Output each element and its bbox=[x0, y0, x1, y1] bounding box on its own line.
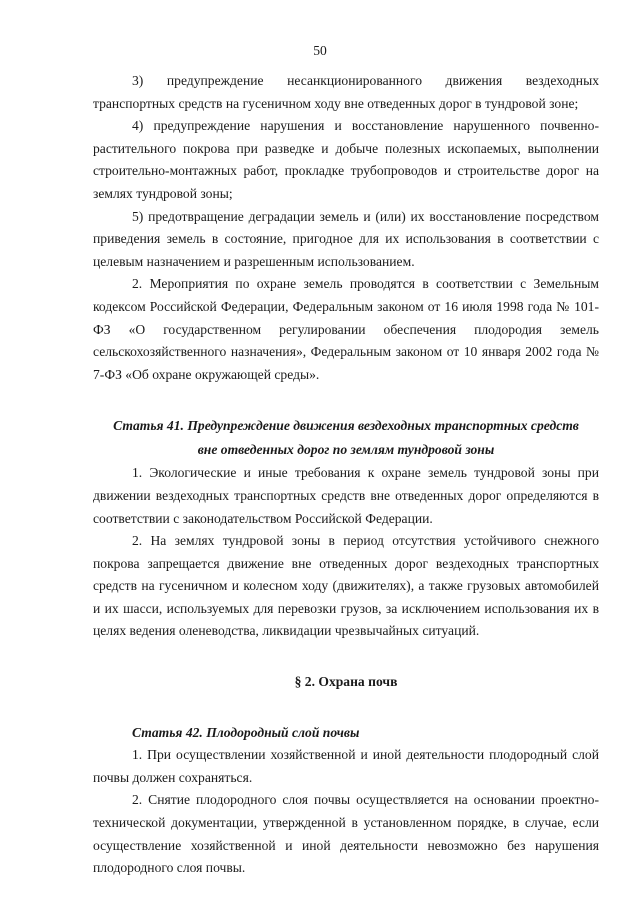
paragraph-item-3: 3) предупреждение несанкционированного движения вездеходных транспортных средств на гусеничном ходу вне отведенных дорог в тундровой зоне; bbox=[93, 73, 599, 111]
article-41-heading-line1: Статья 41. Предупреждение движения вездеходных транспортных средств bbox=[113, 418, 579, 434]
article-41-paragraph-1: 1. Экологические и иные требования к охране земель тундровой зоны при движении вездеходных транспортных средств вне отведенных дорог определяются в соответствии с законодательством Российской Федерации. bbox=[93, 465, 599, 526]
page-number: 50 bbox=[313, 43, 327, 58]
paragraph-item-4: 4) предупреждение нарушения и восстановление нарушенного почвенно-растительного покрова при разведке и добыче полезных ископаемых, выполнении строительно-монтажных работ, прокладке трубопроводов и строительстве дорог на землях тундровой зоны; bbox=[93, 118, 599, 201]
spacer bbox=[93, 386, 599, 414]
section-2-heading: § 2. Охрана почв bbox=[294, 674, 398, 690]
spacer bbox=[93, 643, 599, 671]
article-42-heading: Статья 42. Плодородный слой почвы bbox=[132, 724, 360, 740]
article-42-paragraph-2: 2. Снятие плодородного слоя почвы осуществляется на основании проектно-технической документации, утвержденной в установленном порядке, в случае, если осуществление хозяйственной и иной деятельности невозможно без нарушения плодородного слоя почвы. bbox=[93, 792, 599, 876]
article-41-paragraph-2: 2. На землях тундровой зоны в период отсутствия устойчивого снежного покрова запрещается движение вне отведенных дорог вездеходных транспортных средств на гусеничном и колесном ходу (движителях), а также грузовых автомобилей и их шасси, используемых для перевозки грузов, за исключением использования их в целях ведения оленеводства, ликвидации чрезвычайных ситуаций. bbox=[93, 533, 599, 639]
paragraph-item-5: 5) предотвращение деградации земель и (или) их восстановление посредством приведения земель в состояние, пригодное для их использования в соответствии с целевым назначением и разрешенным использованием. bbox=[93, 208, 599, 269]
article-42-paragraph-1: 1. При осуществлении хозяйственной и иной деятельности плодородный слой почвы должен сохраняться. bbox=[93, 747, 599, 785]
article-41-heading-line2: вне отведенных дорог по землям тундровой зоны bbox=[197, 442, 495, 458]
spacer bbox=[93, 694, 599, 722]
paragraph-clause-2: 2. Мероприятия по охране земель проводятся в соответствии с Земельным кодексом Российской Федерации, Федеральным законом от 16 июля 1998 года № 101-ФЗ «О государственном регулировании обеспечения плодородия земель сельскохозяйственного назначения», Федеральным законом от 10 января 2002 года № 7-ФЗ «Об охране окружающей среды». bbox=[93, 276, 599, 382]
page-content bbox=[93, 70, 599, 880]
